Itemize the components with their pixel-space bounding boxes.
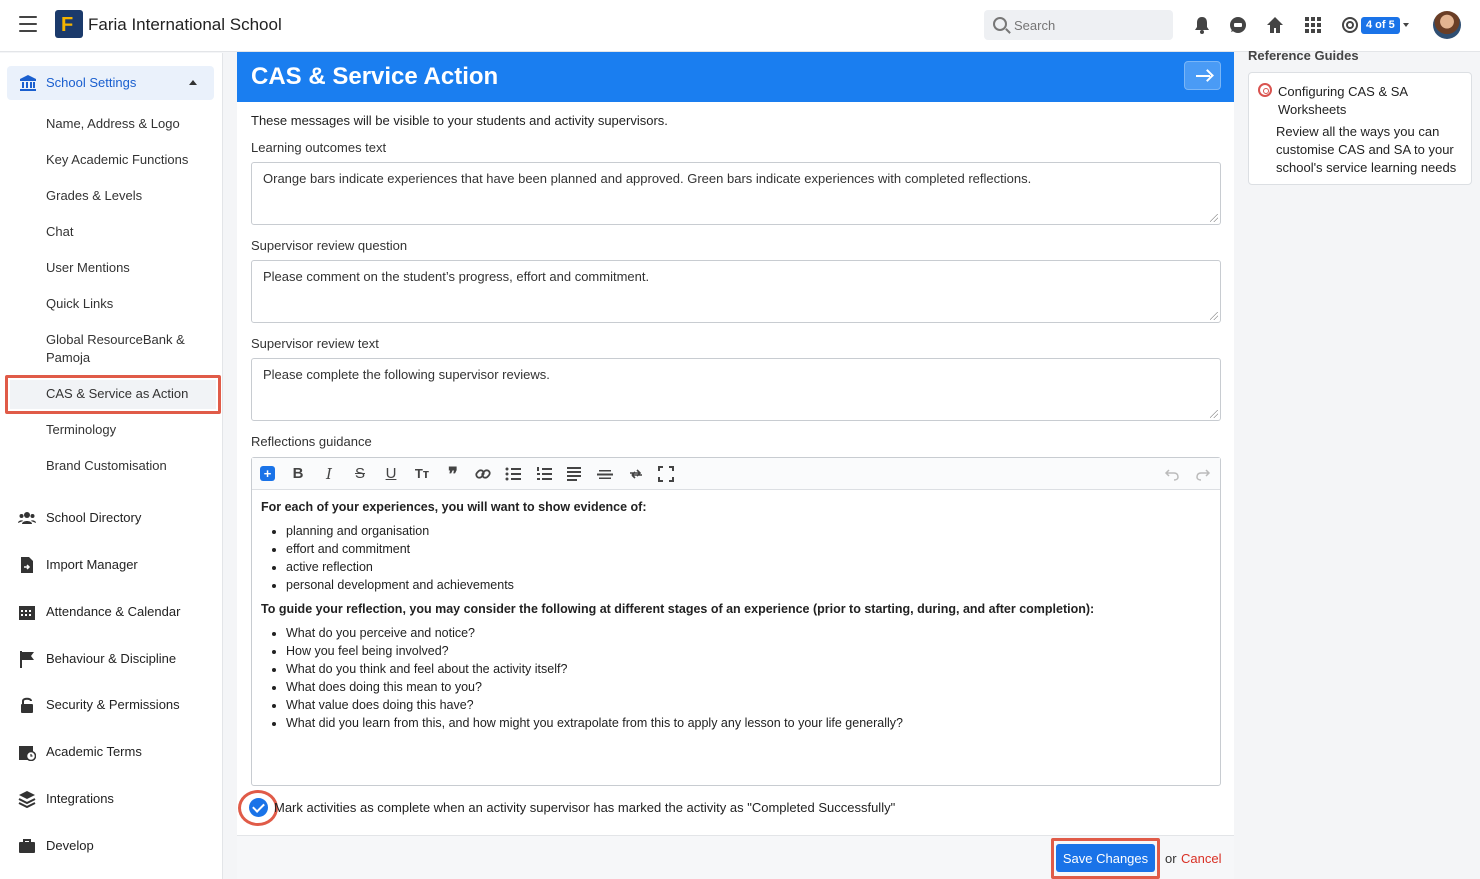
list-item: • What value does doing this have?	[286, 696, 1211, 714]
bullet-list-icon[interactable]	[504, 465, 522, 483]
apps-grid-icon[interactable]	[1303, 15, 1323, 35]
sidebar-item-quick-links[interactable]: Quick Links	[46, 296, 114, 311]
intro-text: These messages will be visible to your students and activity supervisors.	[251, 113, 668, 128]
guide-title[interactable]: Configuring CAS & SA Worksheets	[1278, 84, 1408, 117]
list-item: • What do you think and feel about the activity itself?	[286, 660, 1211, 678]
bold-icon[interactable]: B	[292, 465, 304, 482]
progress-badge[interactable]: 4 of 5	[1361, 17, 1400, 34]
search-box[interactable]	[984, 10, 1173, 40]
strikethrough-icon[interactable]: S	[354, 465, 365, 482]
learning-outcomes-label: Learning outcomes text	[251, 140, 387, 155]
file-import-icon	[18, 556, 36, 574]
search-input[interactable]	[1014, 16, 1164, 34]
clear-format-icon[interactable]	[627, 465, 645, 483]
chat-icon[interactable]	[1228, 15, 1248, 35]
italic-icon[interactable]: I	[326, 465, 332, 483]
lock-icon	[18, 696, 36, 714]
avatar[interactable]	[1433, 11, 1461, 39]
cancel-link[interactable]: Cancel	[1181, 851, 1222, 866]
sidebar-section-label: School Settings	[46, 75, 137, 90]
or-text: or	[1165, 851, 1177, 866]
reflections-editor[interactable]	[251, 457, 1221, 786]
bell-icon[interactable]	[1192, 15, 1212, 35]
reference-guide-card[interactable]	[1248, 72, 1472, 185]
sidebar-item-grades-levels[interactable]: Grades & Levels	[46, 188, 143, 203]
resize-handle-icon[interactable]	[1210, 312, 1218, 320]
bank-icon	[19, 74, 37, 92]
lifebuoy-icon[interactable]	[1340, 15, 1360, 35]
chevron-up-icon[interactable]	[189, 80, 197, 85]
quote-icon[interactable]: ❞	[448, 464, 458, 484]
list-item: • active reflection	[286, 558, 1211, 576]
editor-toolbar	[252, 458, 1220, 490]
calendar-clock-icon	[18, 743, 36, 761]
list-item: • What does doing this mean to you?	[286, 678, 1211, 696]
supervisor-review-text-textarea[interactable]	[251, 358, 1221, 421]
sidebar-section-school-settings[interactable]	[7, 66, 214, 100]
supervisor-review-question-label: Supervisor review question	[251, 238, 408, 253]
school-name[interactable]: Faria International School	[88, 15, 282, 34]
sidebar-item-name-address-logo[interactable]: Name, Address & Logo	[46, 116, 180, 131]
sidebar-item-integrations[interactable]: Integrations	[46, 791, 114, 806]
top-bar	[0, 0, 1480, 52]
sidebar	[0, 53, 223, 879]
page-title: CAS & Service Action	[251, 63, 499, 90]
briefcase-icon	[18, 837, 36, 855]
sidebar-item-global-resourcebank[interactable]: Global ResourceBank & Pamoja	[46, 332, 185, 365]
save-changes-button[interactable]: Save Changes	[1056, 844, 1155, 872]
supervisor-review-question-textarea[interactable]	[251, 260, 1221, 323]
sidebar-item-develop[interactable]: Develop	[46, 838, 94, 853]
supervisor-review-question-value: Please comment on the student’s progress, effort and commitment.	[263, 269, 650, 284]
link-icon[interactable]	[474, 465, 492, 483]
list-item: • effort and commitment	[286, 540, 1211, 558]
supervisor-review-text-value: Please complete the following supervisor reviews.	[263, 367, 550, 382]
gear-icon	[1258, 83, 1272, 97]
list-item: • What did you learn from this, and how might you extrapolate from this to apply any lesson to your life generally?	[286, 714, 1211, 732]
horizontal-rule-icon[interactable]	[596, 465, 614, 483]
reflections-list-2	[286, 624, 1211, 732]
reflections-guidance-label: Reflections guidance	[251, 434, 372, 449]
underline-icon[interactable]: U	[385, 465, 397, 482]
list-item: • How you feel being involved?	[286, 642, 1211, 660]
guide-description: Review all the ways you can customise CAS and SA to your school's service learning needs	[1276, 124, 1457, 175]
sidebar-item-cas-service-action[interactable]: CAS & Service as Action	[46, 386, 189, 401]
layers-icon	[18, 790, 36, 808]
arrow-right-button[interactable]	[1184, 61, 1221, 90]
undo-icon[interactable]	[1163, 465, 1181, 483]
calendar-icon	[18, 603, 36, 621]
sidebar-item-import-manager[interactable]: Import Manager	[46, 557, 138, 572]
editor-content[interactable]	[261, 500, 1211, 740]
fullscreen-icon[interactable]	[657, 465, 675, 483]
complete-activities-label[interactable]: Mark activities as complete when an activity supervisor has marked the activity as "Completed Successfully"	[274, 800, 896, 815]
sidebar-item-brand-customisation[interactable]: Brand Customisation	[46, 458, 167, 473]
text-size-icon[interactable]: Tт	[414, 466, 430, 481]
resize-handle-icon[interactable]	[1210, 410, 1218, 418]
redo-icon[interactable]	[1194, 465, 1212, 483]
sidebar-item-behaviour-discipline[interactable]: Behaviour & Discipline	[46, 651, 177, 666]
school-logo[interactable]: F	[55, 10, 83, 38]
sidebar-item-key-academic-functions[interactable]: Key Academic Functions	[46, 152, 189, 167]
panel-header	[237, 52, 1234, 102]
reflections-list-1	[286, 522, 1211, 594]
reference-guides-title: Reference Guides	[1248, 48, 1359, 63]
list-item: • planning and organisation	[286, 522, 1211, 540]
align-icon[interactable]	[565, 465, 583, 483]
list-item: • What do you perceive and notice?	[286, 624, 1211, 642]
supervisor-review-text-label: Supervisor review text	[251, 336, 379, 351]
menu-icon[interactable]	[19, 16, 37, 32]
sidebar-item-security-permissions[interactable]: Security & Permissions	[46, 697, 180, 712]
plus-icon[interactable]: +	[260, 466, 275, 481]
flag-icon	[18, 650, 36, 668]
users-icon	[18, 509, 36, 527]
sidebar-item-attendance-calendar[interactable]: Attendance & Calendar	[46, 604, 181, 619]
chevron-down-icon[interactable]	[1403, 23, 1409, 27]
resize-handle-icon[interactable]	[1210, 214, 1218, 222]
sidebar-item-chat[interactable]: Chat	[46, 224, 74, 239]
home-icon[interactable]	[1265, 15, 1285, 35]
reflections-heading-2: To guide your reflection, you may consider the following at different stages of an experience (prior to starting, during, and after completion):	[261, 602, 1095, 616]
complete-activities-checkbox[interactable]	[249, 798, 268, 817]
sidebar-item-academic-terms[interactable]: Academic Terms	[46, 744, 142, 759]
list-item: • personal development and achievements	[286, 576, 1211, 594]
sidebar-item-school-directory[interactable]: School Directory	[46, 510, 142, 525]
sidebar-item-user-mentions[interactable]: User Mentions	[46, 260, 130, 275]
reflections-heading-1: For each of your experiences, you will want to show evidence of:	[261, 500, 647, 514]
sidebar-item-terminology[interactable]: Terminology	[46, 422, 117, 437]
learning-outcomes-textarea[interactable]	[251, 162, 1221, 225]
numbered-list-icon[interactable]	[535, 465, 553, 483]
learning-outcomes-value: Orange bars indicate experiences that have been planned and approved. Green bars indicate experiences with completed reflections.	[263, 171, 1032, 186]
search-icon	[993, 17, 1007, 31]
